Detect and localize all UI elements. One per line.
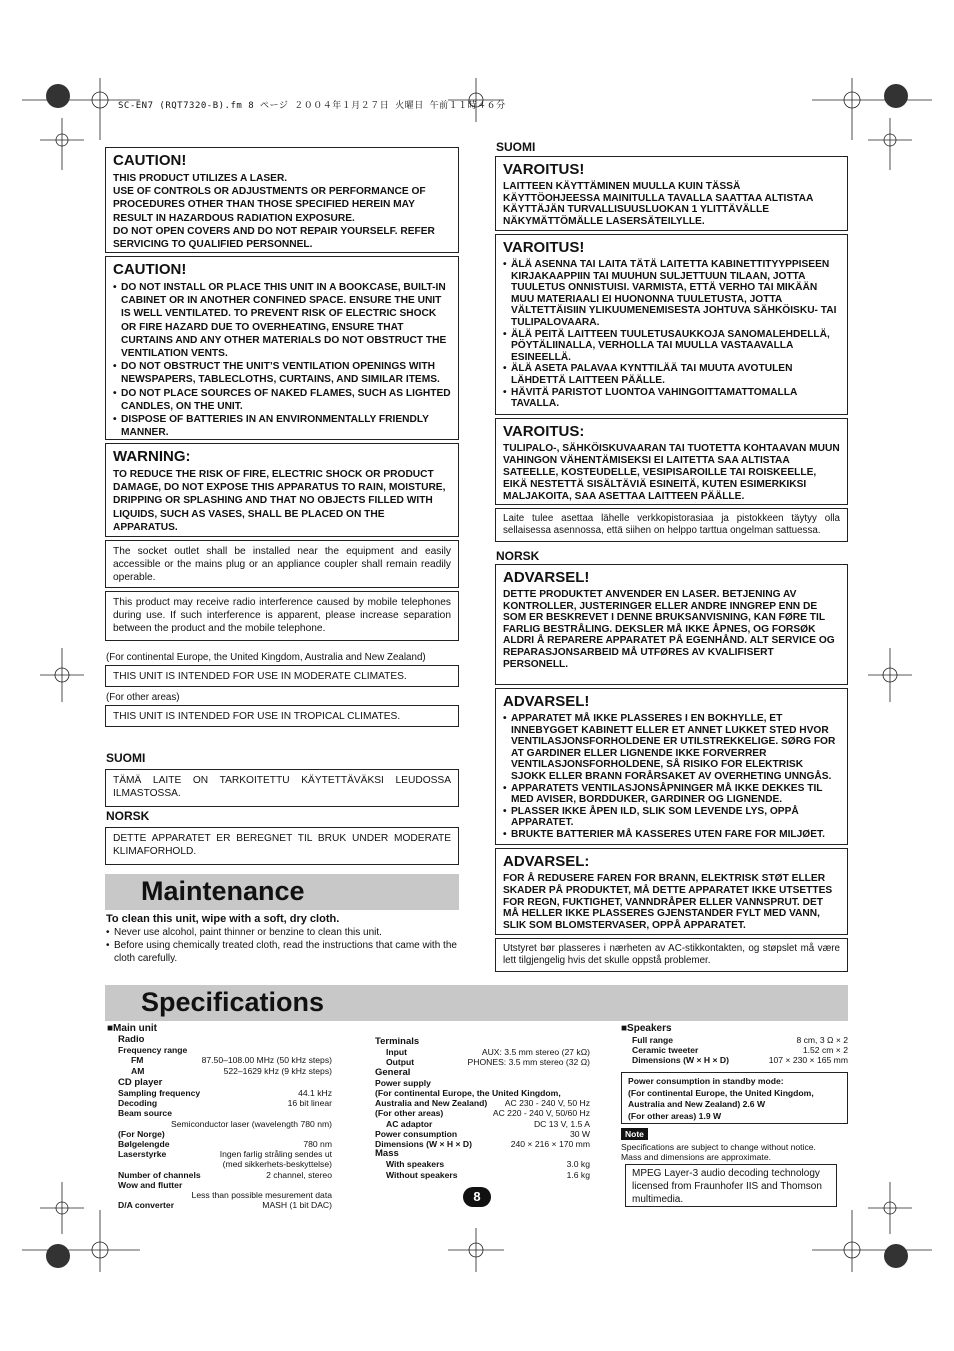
- varoitus-laser-box: [495, 156, 848, 231]
- maintenance-item: • Before using chemically treated cloth, read the instructions that came with the cloth carefully.: [106, 939, 460, 965]
- other-areas-note: (For other areas): [106, 692, 180, 703]
- advarsel-laser-box: [495, 564, 848, 685]
- caution-title: CAUTION!: [113, 261, 187, 278]
- spec-note: [621, 1128, 848, 1163]
- advarsel-fire-box: [495, 848, 848, 935]
- varoitus-ventilation-box: [495, 234, 848, 415]
- varoitus-text: LAITTEEN KÄYTTÄMINEN MUULLA KUIN TÄSSÄ KÄYTTÖOHJEESSA MAINITULLA TAVALLA SAATTAA ALTISTAA KÄYTTÄJÄN TURVALLISUUSLUOKAN 1 YLITTÄVÄLLE NÄKYMÄTTÖMÄLLE LASERSÄTEILYLLE.: [503, 181, 813, 227]
- maintenance-title: Maintenance: [141, 876, 305, 906]
- caution-ventilation-box: [105, 256, 459, 440]
- note-badge: Note: [621, 1128, 648, 1140]
- mpeg-text: MPEG Layer-3 audio decoding technology licensed from Fraunhofer IIS and Thomson multimedia.: [632, 1168, 822, 1205]
- moderate-text: THIS UNIT IS INTENDED FOR USE IN MODERATE CLIMATES.: [113, 671, 407, 682]
- no-socket-text: Utstyret bør plasseres i nærheten av AC-stikkontakten, og støpslet må være lett tilgjengelig hvis det skulle oppstå problemer.: [503, 943, 840, 966]
- note-line: Specifications are subject to change without notice.: [621, 1142, 816, 1153]
- varoitus-fire-box: [495, 418, 848, 505]
- spec-row: Full range 8 cm, 3 Ω × 2: [632, 1035, 848, 1045]
- spec-row: FM 87.50–108.00 MHz (50 kHz steps): [131, 1055, 332, 1066]
- norsk-right-label: NORSK: [496, 549, 540, 563]
- caution-laser-box: [105, 147, 459, 253]
- standby-line: (For other areas) 1.9 W: [628, 1110, 722, 1121]
- spec-row: With speakers 3.0 kg: [386, 1159, 590, 1170]
- spec-speakers: [621, 1023, 848, 1066]
- specifications-banner: [105, 985, 848, 1021]
- spec-cd-player: CD player: [118, 1076, 163, 1088]
- caution-line: DO NOT OPEN COVERS AND DO NOT REPAIR YOURSELF. REFER SERVICING TO QUALIFIED PERSONNEL.: [113, 225, 435, 251]
- spec-row: Number of channels 2 channel, stereo: [118, 1169, 332, 1180]
- spec-row: Bølgelengde 780 nm: [118, 1139, 332, 1150]
- spec-laser-val2: (med sikkerhets-beskyttelse): [222, 1159, 332, 1170]
- maintenance-subtitle: To clean this unit, wipe with a soft, dry cloth.: [106, 913, 340, 925]
- spec-main-unit: [107, 1023, 332, 1210]
- standby-line: Power consumption in standby mode:: [628, 1076, 784, 1086]
- spec-ps-eu: (For continental Europe, the United Kingdom,: [375, 1088, 561, 1099]
- warning-text: TO REDUCE THE RISK OF FIRE, ELECTRIC SHOCK OR PRODUCT DAMAGE, DO NOT EXPOSE THIS APPARATUS TO RAIN, MOISTURE, DRIPPING OR SPLASHING AND THAT NO OBJECTS FILLED WITH LIQUIDS, SUCH AS VASES, SHALL BE PLACED ON THE APPARATUS.: [113, 469, 446, 533]
- spec-terminals-general: [375, 1037, 590, 1180]
- spec-row: Sampling frequency 44.1 kHz: [118, 1088, 332, 1099]
- spec-row: Without speakers 1.6 kg: [386, 1169, 590, 1180]
- varoitus-item: • ÄLÄ ASETA PALAVAA KYNTTILÄÄ TAI MUUTA AVOTULEN LÄHDETTÄ LAITTEEN PÄÄLLE.: [503, 363, 840, 386]
- norsk-text: DETTE APPARATET ER BEREGNET TIL BRUK UNDER MODERATE KLIMAFORHOLD.: [113, 833, 451, 858]
- socket-box: [105, 540, 459, 588]
- standby-box: [621, 1072, 848, 1124]
- spec-norge: (For Norge): [118, 1128, 165, 1139]
- spec-row: Dimensions (W × H × D) 107 × 230 × 165 mm: [632, 1055, 848, 1066]
- suomi-label: SUOMI: [106, 751, 146, 765]
- spec-row: Power consumption 30 W: [375, 1128, 590, 1139]
- spec-row: AM 522–1629 kHz (9 kHz steps): [131, 1065, 332, 1076]
- fi-socket-box: [495, 508, 848, 542]
- varoitus-item: • ÄLÄ ASENNA TAI LAITA TÄTÄ LAITETTA KABINETTITYYPPISEEN KIRJAKAAPPIIN TAI MUUHUN SULJETTUUN TILAAN, JOTTA TUULETUS ONNISTUISI. VARMISTA, ETTÄ VERHO TAI MIKÄÄN MUU MATERIAALI EI HUONONNA TUULETUSTA, JOTTA VÄLTETTÄISIIN YLIKUUMENEMISESTA JOHTUVA SÄHKÖISKU- TAI TULIPALOVAARA.: [503, 259, 840, 329]
- socket-text: The socket outlet shall be installed near the equipment and easily accessible or the mains plug or an appliance coupler shall remain readily operable.: [113, 546, 451, 584]
- caution-line: USE OF CONTROLS OR ADJUSTMENTS OR PERFORMANCE OF PROCEDURES OTHER THAN THOSE SPECIFIED HEREIN MAY RESULT IN HAZARDOUS RADIATION EXPOSURE.: [113, 186, 426, 224]
- standby-line: (For continental Europe, the United Kingdom, Australia and New Zealand) 2.6 W: [628, 1087, 814, 1109]
- advarsel-text: DETTE PRODUKTET ANVENDER EN LASER. BETJENING AV KONTROLLER, JUSTERINGER ELLER ANDRE INNGREP ENN DE SOM ER BESKREVET I DENNE BRUKSANVISNING, KAN FØRE TIL FARLIG BESTRÅLING. DEKSLER MÅ IKKE ÅPNES, OG FORSØK ALDRI Å REPARERE APPARATET PÅ EGENHÅND. ALT SERVICE OG REPARASJONSARBEID MÅ UTFØRES AV KVALIFISERT PERSONELL.: [503, 589, 835, 670]
- spec-main-unit-heading: ■Main unit: [107, 1023, 157, 1034]
- spec-speakers-heading: ■Speakers: [621, 1023, 672, 1034]
- norsk-label: NORSK: [106, 809, 150, 823]
- spec-beam-label: Beam source: [118, 1108, 172, 1119]
- moderate-climate-box: [105, 665, 459, 687]
- spec-beam-val: Semiconductor laser (wavelength 780 nm): [171, 1118, 332, 1129]
- suomi-text: TÄMÄ LAITE ON TARKOITETTU KÄYTETTÄVÄKSI LEUDOSSA ILMASTOSSA.: [113, 775, 451, 800]
- specifications-title: Specifications: [141, 987, 325, 1017]
- varoitus-title: VAROITUS:: [503, 423, 585, 440]
- varoitus-title: VAROITUS!: [503, 239, 585, 256]
- spec-terminals: Terminals: [375, 1036, 420, 1047]
- advarsel-title: ADVARSEL:: [503, 853, 590, 870]
- norsk-climate-box: [105, 827, 459, 865]
- spec-row: D/A converter MASH (1 bit DAC): [118, 1200, 332, 1211]
- mpeg-box: [625, 1164, 837, 1207]
- spec-row: Input AUX: 3.5 mm stereo (27 kΩ): [386, 1047, 590, 1058]
- eu-note: (For continental Europe, the United Kingdom, Australia and New Zealand): [106, 652, 426, 663]
- radio-text: This product may receive radio interference caused by mobile telephones during use. If such interference is apparent, please increase separation between the product and the mobile telephone.: [113, 597, 451, 635]
- spec-row: Decoding 16 bit linear: [118, 1098, 332, 1109]
- spec-general: General: [375, 1066, 411, 1078]
- tropical-climate-box: [105, 705, 459, 727]
- advarsel-title: ADVARSEL!: [503, 569, 590, 586]
- varoitus-text: TULIPALO-, SÄHKÖISKUVAARAN TAI TUOTETTA KOHTAAVAN MUUN VAHINGON VÄHENTÄMISEKSI EI LAITETTA SAA ALTISTAA SATEELLE, KOSTEUDELLE, VESIPISAROILLE TAI ROISKEELLE, EIKÄ NESTETTÄ SISÄLTÄVIÄ ESINEITÄ, KUTEN ESIMERKIKSI MALJAKOITA, SAA ASETTAA LAITTEEN PÄÄLLE.: [503, 443, 840, 502]
- caution-line: THIS PRODUCT UTILIZES A LASER.: [113, 173, 288, 184]
- spec-row: Laserstyrke Ingen farlig stråling sendes ut: [118, 1149, 332, 1160]
- spec-wow-label: Wow and flutter: [118, 1179, 183, 1190]
- advarsel-ventilation-box: [495, 688, 848, 845]
- tropical-text: THIS UNIT IS INTENDED FOR USE IN TROPICAL CLIMATES.: [113, 711, 401, 722]
- no-socket-box: [495, 938, 848, 972]
- spec-row: Ceramic tweeter 1.52 cm × 2: [632, 1045, 848, 1056]
- suomi-right-label: SUOMI: [496, 140, 536, 154]
- spec-row: Output PHONES: 3.5 mm stereo (32 Ω): [386, 1057, 590, 1068]
- caution-item: • DISPOSE OF BATTERIES IN AN ENVIRONMENTALLY FRIENDLY MANNER.: [113, 413, 451, 439]
- spec-row: Australia and New Zealand) AC 230 - 240 V, 50 Hz: [375, 1098, 590, 1109]
- caution-title: CAUTION!: [113, 152, 187, 169]
- advarsel-item: • PLASSER IKKE ÅPEN ILD, SLIK SOM LEVENDE LYS, OPPÅ APPARATET.: [503, 806, 840, 829]
- caution-item: • DO NOT INSTALL OR PLACE THIS UNIT IN A BOOKCASE, BUILT-IN CABINET OR IN ANOTHER CONFINED SPACE. ENSURE THE UNIT IS WELL VENTILATED. TO PREVENT RISK OF ELECTRIC SHOCK OR FIRE HAZARD DUE TO OVERHEATING, ENSURE THAT CURTAINS AND ANY OTHER MATERIALS DO NOT OBSTRUCT THE VENTILATION VENTS.: [113, 281, 451, 360]
- file-header: SC-EN7 (RQT7320-B).fm 8 ページ ２００４年１月２７日 火曜日 午前１１時４６分: [118, 101, 506, 111]
- spec-mass: Mass: [375, 1148, 399, 1160]
- maintenance-list: [106, 926, 460, 965]
- spec-row: AC adaptor DC 13 V, 1.5 A: [386, 1118, 590, 1129]
- caution-item: • DO NOT PLACE SOURCES OF NAKED FLAMES, SUCH AS LIGHTED CANDLES, ON THE UNIT.: [113, 387, 451, 413]
- page-number: 8: [463, 1187, 491, 1207]
- maintenance-banner: [105, 874, 459, 910]
- spec-radio: Radio: [118, 1034, 145, 1045]
- warning-box: [105, 443, 459, 537]
- spec-power-supply: Power supply: [375, 1077, 431, 1088]
- spec-freq-range: Frequency range: [118, 1045, 188, 1056]
- advarsel-title: ADVARSEL!: [503, 693, 590, 710]
- varoitus-item: • ÄLÄ PEITÄ LAITTEEN TUULETUSAUKKOJA SANOMALEHDELLÄ, PÖYTÄLIINALLA, VERHOLLA TAI MUULLA VASTAAVALLA ESINEELLÄ.: [503, 329, 840, 364]
- suomi-climate-box: [105, 769, 459, 807]
- spec-row: (For other areas) AC 220 - 240 V, 50/60 Hz: [375, 1108, 590, 1119]
- radio-interference-box: [105, 591, 459, 641]
- spec-row: Dimensions (W × H × D) 240 × 216 × 170 mm: [375, 1139, 590, 1150]
- warning-title: WARNING:: [113, 448, 191, 465]
- varoitus-item: • HÄVITÄ PARISTOT LUONTOA VAHINGOITTAMATTOMALLA TAVALLA.: [503, 387, 840, 410]
- advarsel-item: • APPARATETS VENTILASJONSÅPNINGER MÅ IKKE DEKKES TIL MED AVISER, BORDDUKER, GARDINER OG LIGNENDE.: [503, 783, 840, 806]
- caution-item: • DO NOT OBSTRUCT THE UNIT’S VENTILATION OPENINGS WITH NEWSPAPERS, TABLECLOTHS, CURTAINS, AND SIMILAR ITEMS.: [113, 360, 451, 386]
- varoitus-title: VAROITUS!: [503, 161, 585, 178]
- advarsel-item: • BRUKTE BATTERIER MÅ KASSERES UTEN FARE FOR MILJØET.: [503, 829, 840, 841]
- advarsel-text: FOR Å REDUSERE FAREN FOR BRANN, ELEKTRISK STØT ELLER SKADER PÅ PRODUKTET, MÅ DETTE APPARATET IKKE UTSETTES FOR REGN, FUKTIGHET, VANNDRÅPER ELLER VANNSPRUT. DET MÅ HELLER IKKE PLASSERES GJENSTANDER FYLT MED VANN, SLIK SOM BLOMSTERVASER, OPPÅ APPARATET.: [503, 873, 833, 932]
- spec-wow-val: Less than possible mesurement data: [191, 1190, 332, 1201]
- maintenance-item: • Never use alcohol, paint thinner or benzine to clean this unit.: [106, 926, 460, 939]
- note-line: Mass and dimensions are approximate.: [621, 1152, 771, 1163]
- fi-socket-text: Laite tulee asettaa lähelle verkkopistorasiaa ja pistokkeen täytyy olla sellaisessa asennossa, että siihen on helppo tarttua ongelman sattuessa.: [503, 513, 840, 536]
- advarsel-item: • APPARATET MÅ IKKE PLASSERES I EN BOKHYLLE, ET INNEBYGGET KABINETT ELLER ET ANNET LUKKET STED HVOR VENTILASJONSFORHOLDENE ER UTILSTREKKELIGE. SØRG FOR AT GARDINER ELLER LIGNENDE IKKE FORVERRER VENTILASJONSFORHOLDENE, SÅ RISIKO FOR ELEKTRISK SJOKK ELLER BRANN FORÅRSAKET AV OVERHETING UNNGÅS.: [503, 713, 840, 783]
